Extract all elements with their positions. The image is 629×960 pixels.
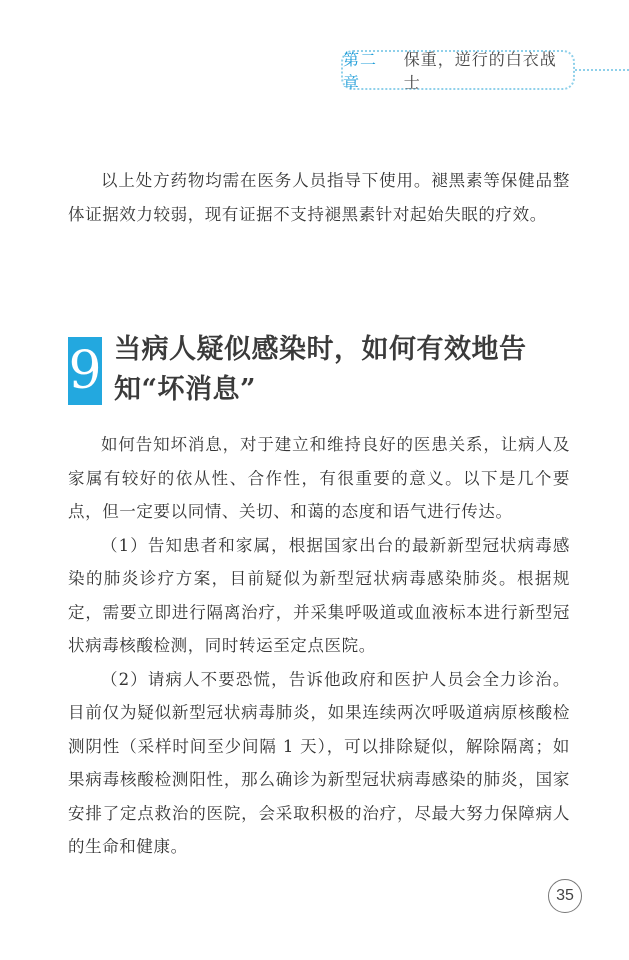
section-title: 当病人疑似感染时，如何有效地告知“坏消息” <box>114 334 527 405</box>
body-paragraph: （1）告知患者和家属，根据国家出台的最新新型冠状病毒感染的肺炎诊疗方案，目前疑似为新型冠状病毒感染肺炎。根据规定，需要立即进行隔离治疗，并采集呼吸道或血液标本进行新型冠状病毒核酸检测，同时转运至定点医院。 <box>68 535 570 655</box>
chapter-title: 保重，逆行的白衣战士 <box>403 50 557 92</box>
chapter-tab-connector <box>575 69 629 71</box>
section-body <box>68 428 570 864</box>
body-paragraph: 如何告知坏消息，对于建立和维持良好的医患关系，让病人及家属有较好的依从性、合作性，有很重要的意义。以下是几个要点，但一定要以同情、关切、和蔼的态度和语气进行传达。 <box>68 435 570 521</box>
page-number: 35 <box>548 879 582 913</box>
body-paragraph: （2）请病人不要恐慌，告诉他政府和医护人员会全力诊治。目前仅为疑似新型冠状病毒肺炎，如果连续两次呼吸道病原核酸检测阴性（采样时间至少间隔 1 天），可以排除疑似，解除隔离；如果病毒核酸检测阳性，那么确诊为新型冠状病毒感染的肺炎，国家安排了定点救治的医院，会采取积极的治疗，尽最大努力保障病人的生命和健康。 <box>68 669 570 856</box>
body-paragraph: 以上处方药物均需在医务人员指导下使用。褪黑素等保健品整体证据效力较弱，现有证据不支持褪黑素针对起始失眠的疗效。 <box>68 171 570 224</box>
chapter-header-tab <box>341 50 575 90</box>
section-number-badge: 9 <box>68 337 102 405</box>
chapter-number: 第二章 <box>343 50 378 92</box>
